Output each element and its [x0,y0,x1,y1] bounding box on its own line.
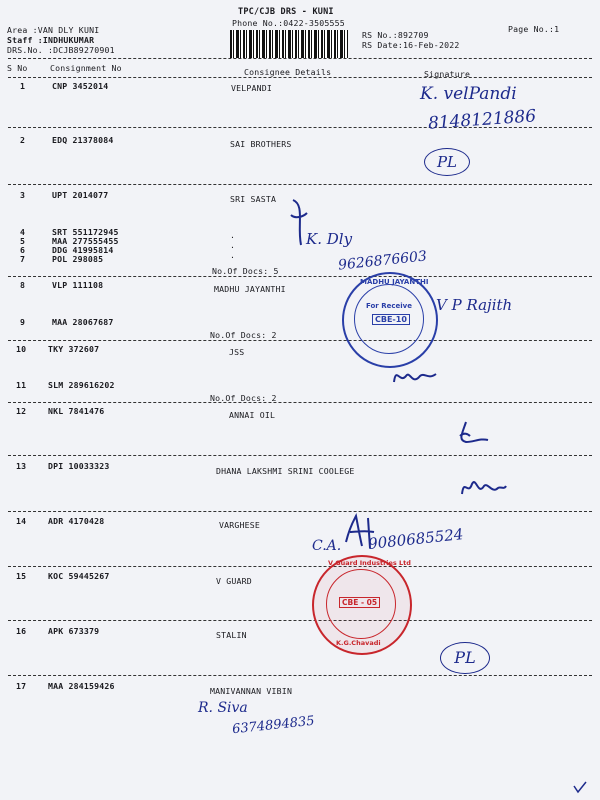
row-sno: 7 [20,254,26,264]
row-sno: 8 [20,280,26,290]
row-consignment: SLM 289616202 [48,380,115,390]
row-consignee: VELPANDI [231,83,273,93]
signature-row1: K. velPandi [420,84,517,104]
row-sno: 6 [20,245,26,255]
dot-mark: . [230,250,236,260]
barcode [230,30,348,58]
stamp-text: V Guard Industries Ltd [328,559,411,567]
row-divider [8,455,592,456]
phone-number: Phone No.:0422-3505555 [232,18,345,28]
stamp-text: MADHU JAYANTHI [360,278,429,286]
row-consignee: STALIN [216,630,247,640]
dot-mark: . [230,230,236,240]
row-consignment: MAA 277555455 [52,236,119,246]
signature-row14: C.A. [312,538,342,554]
row-divider [8,184,592,185]
row-sno: 4 [20,227,26,237]
row-divider [8,620,592,621]
col-sno: S No [7,63,28,73]
row-consignment: NKL 7841476 [48,406,105,416]
v-guard-stamp [312,555,412,655]
signature-row2: PL [424,148,470,176]
row-consignee: V GUARD [216,576,252,586]
stamp-text: For Receive [366,302,412,310]
header-divider [8,58,592,59]
row-consignment: UPT 2014077 [52,190,109,200]
row-consignment: KOC 59445267 [48,571,110,581]
row-sno: 11 [16,380,27,390]
stamp-code: CBE - 05 [339,597,380,608]
row-consignment: EDQ 21378084 [52,135,114,145]
row-divider [8,276,592,277]
stamp-text: K.G.Chavadi [336,639,381,647]
signature-row14-phone: 9080685524 [367,525,465,553]
row-consignment: VLP 111108 [52,280,104,290]
row-consignee: SRI SASTA [230,194,277,204]
madhu-jayanthi-stamp [342,272,438,368]
row-divider [8,402,592,403]
row-sno: 14 [16,516,27,526]
page-number: Page No.:1 [508,24,560,34]
row-sno: 12 [16,406,27,416]
row-consignee: MADHU JAYANTHI [214,284,286,294]
signature-stroke [390,362,440,390]
signature-row3: K. Dly [306,230,353,248]
row-consignment: DDG 41995814 [52,245,114,255]
signature-row1-phone: 8148121886 [427,106,537,134]
row-consignee: ANNAI OIL [229,410,276,420]
column-divider [8,77,592,78]
row-divider [8,566,592,567]
row-sno: 15 [16,571,27,581]
dot-mark: . [230,240,236,250]
row-consignment: MAA 28067687 [52,317,114,327]
row-sno: 17 [16,681,27,691]
signature-stroke [458,472,508,502]
row-consignment: SRT 551172945 [52,227,119,237]
rs-date: RS Date:16-Feb-2022 [362,40,460,50]
signature-row17: R. Siva [198,700,248,716]
row-divider [8,675,592,676]
staff-label: Staff :INDHUKUMAR [7,35,95,45]
row-consignment: DPI 10033323 [48,461,110,471]
signature-stroke [452,418,492,448]
row-consignee: MANIVANNAN VIBIN [210,686,293,696]
row-consignment: CNP 3452014 [52,81,109,91]
corner-tick-mark [572,780,588,794]
row-sno: 13 [16,461,27,471]
docs-count: No.Of Docs: 2 [210,330,277,340]
row-consignment: POL 298085 [52,254,104,264]
rs-number: RS No.:892709 [362,30,429,40]
row-sno: 10 [16,344,27,354]
row-sno: 16 [16,626,27,636]
signature-row3-phone: 9626876603 [337,248,428,274]
row-sno: 9 [20,317,26,327]
signature-row17-phone: 6374894835 [231,713,316,738]
row-consignee: VARGHESE [219,520,261,530]
row-consignment: MAA 284159426 [48,681,115,691]
area-label: Area :VAN DLY KUNI [7,25,100,35]
row-consignment: TKY 372607 [48,344,100,354]
signature-row8: V P Rajith [436,296,513,314]
col-consignment: Consignment No [50,63,122,73]
docs-count: No.Of Docs: 2 [210,393,277,403]
signature-row16: PL [440,642,490,674]
row-sno: 5 [20,236,26,246]
row-divider [8,340,592,341]
col-signature: Signature [424,69,471,79]
stamp-code: CBE-10 [372,314,410,325]
col-consignee: Consignee Details [244,67,332,77]
row-consignee: DHANA LAKSHMI SRINI COOLEGE [216,466,355,476]
row-consignee: JSS [229,347,245,357]
row-consignee: SAI BROTHERS [230,139,292,149]
row-sno: 3 [20,190,26,200]
document-title: TPC/CJB DRS - KUNI [238,7,334,17]
row-consignment: ADR 4170428 [48,516,105,526]
row-sno: 2 [20,135,26,145]
drs-number: DRS.No. :DCJB89270901 [7,45,115,55]
row-divider [8,511,592,512]
row-sno: 1 [20,81,26,91]
row-consignment: APK 673379 [48,626,100,636]
docs-count: No.Of Docs: 5 [212,266,279,276]
